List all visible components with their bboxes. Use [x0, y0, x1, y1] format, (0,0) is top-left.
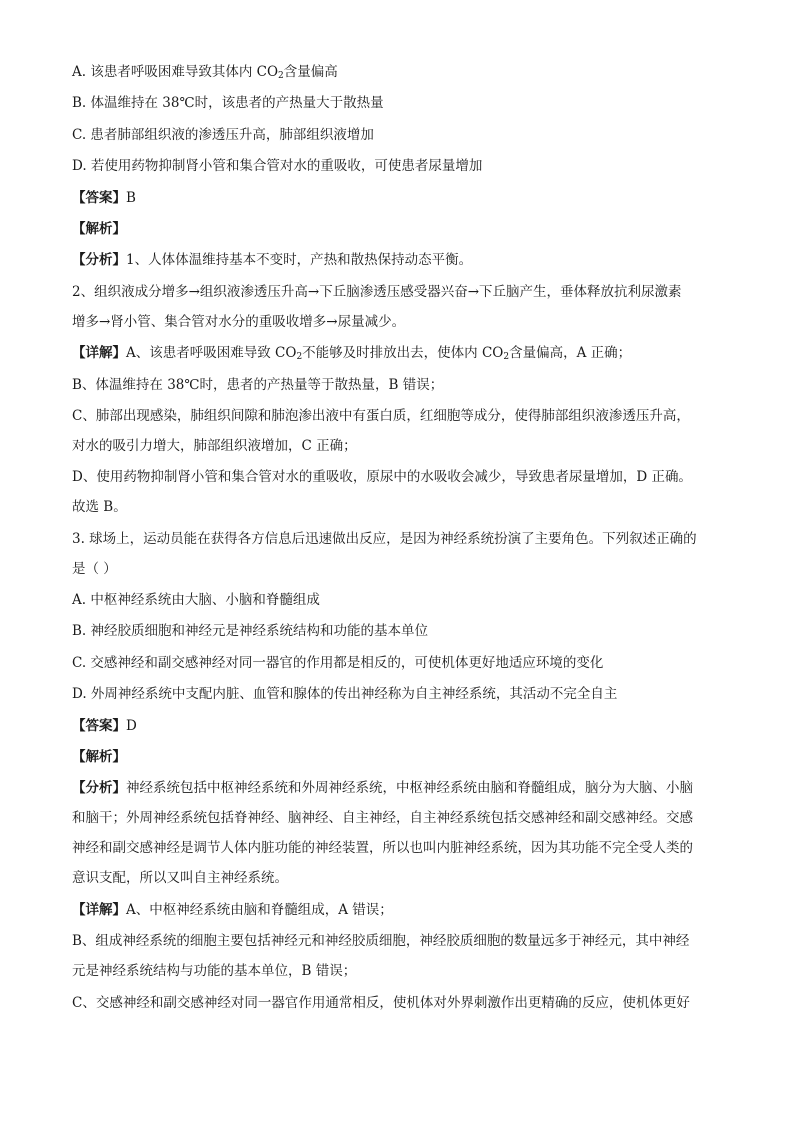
answer-tag: 【答案】	[72, 717, 126, 734]
q3-detail-a: 【详解】A、中枢神经系统由脑和脊髓组成，A 错误；	[72, 901, 393, 918]
q3-stem-2: 是（ ）	[72, 560, 117, 577]
q2-detail-b: B、体温维持在 38℃时，患者的产热量等于散热量，B 错误；	[72, 376, 444, 393]
q2-option-b: B. 体温维持在 38℃时，该患者的产热量大于散热量	[72, 95, 384, 112]
q2-fenxi-2a: 2、组织液成分增多→组织液渗透压升高→下丘脑渗透压感受器兴奋→下丘脑产生，垂体释放抗利尿激素	[72, 283, 682, 300]
q3-answer: 【答案】D	[72, 717, 137, 734]
q2-detail-a: 【详解】A、该患者呼吸困难导致 $CO_2$不能够及时排放出去，使体内 $CO_2$含量偏高，A 正确；	[72, 345, 632, 363]
q2-detail-d: D、使用药物抑制肾小管和集合管对水的重吸收，原尿中的水吸收会减少，导致患者尿量增加，D 正确。	[72, 469, 692, 486]
q3-option-c: C. 交感神经和副交感神经对同一器官的作用都是相反的，可使机体更好地适应环境的变化	[72, 654, 604, 671]
q2-conclusion: 故选 B。	[72, 499, 127, 516]
q3-stem-1: 3. 球场上，运动员能在获得各方信息后迅速做出反应，是因为神经系统扮演了主要角色。下列叙述正确的	[72, 530, 697, 547]
q2-analysis-tag: 【解析】	[72, 220, 126, 237]
q2-detail-c2: 对水的吸引力增大，肺部组织液增加，C 正确；	[72, 437, 357, 454]
q3-detail-c1: C、交感神经和副交感神经对同一器官作用通常相反，使机体对外界刺激作出更精确的反应，使机体更好	[72, 994, 690, 1011]
q2-detail-c1: C、肺部出现感染，肺组织间隙和肺泡渗出液中有蛋白质，红细胞等成分，使得肺部组织液渗透压升高，	[72, 407, 690, 424]
q2-answer: 【答案】B	[72, 189, 136, 206]
answer-tag: 【答案】	[72, 189, 126, 206]
q3-detail-b2: 元是神经系统结构与功能的基本单位，B 错误；	[72, 963, 357, 980]
q2-option-c: C. 患者肺部组织液的渗透压升高，肺部组织液增加	[72, 126, 374, 143]
q2-fenxi-1: 【分析】1、人体体温维持基本不变时，产热和散热保持动态平衡。	[72, 252, 473, 269]
q3-detail-b1: B、组成神经系统的细胞主要包括神经元和神经胶质细胞，神经胶质细胞的数量远多于神经元，其中神经	[72, 933, 690, 950]
q2-option-d: D. 若使用药物抑制肾小管和集合管对水的重吸收，可使患者尿量增加	[72, 158, 483, 175]
q3-fenxi-4: 意识支配，所以又叫自主神经系统。	[72, 870, 288, 887]
q3-fenxi-3: 神经和副交感神经是调节人体内脏功能的神经装置，所以也叫内脏神经系统，因为其功能不完全受人类的	[72, 840, 693, 857]
q3-fenxi-1: 【分析】神经系统包括中枢神经系统和外周神经系统，中枢神经系统由脑和脊髓组成，脑分为大脑、小脑	[72, 780, 693, 797]
q3-fenxi-2: 和脑干；外周神经系统包括脊神经、脑神经、自主神经，自主神经系统包括交感神经和副交感神经。交感	[72, 810, 693, 827]
q3-option-a: A. 中枢神经系统由大脑、小脑和脊髓组成	[72, 592, 320, 609]
q2-fenxi-2b: 增多→肾小管、集合管对水分的重吸收增多→尿量减少。	[72, 313, 406, 330]
document-body	[72, 64, 720, 1026]
q2-option-a: A. 该患者呼吸困难导致其体内 $CO_2$含量偏高	[72, 64, 338, 81]
q3-analysis-tag: 【解析】	[72, 749, 126, 766]
q3-option-d: D. 外周神经系统中支配内脏、血管和腺体的传出神经称为自主神经系统，其活动不完全自主	[72, 686, 618, 703]
q3-option-b: B. 神经胶质细胞和神经元是神经系统结构和功能的基本单位	[72, 623, 429, 640]
